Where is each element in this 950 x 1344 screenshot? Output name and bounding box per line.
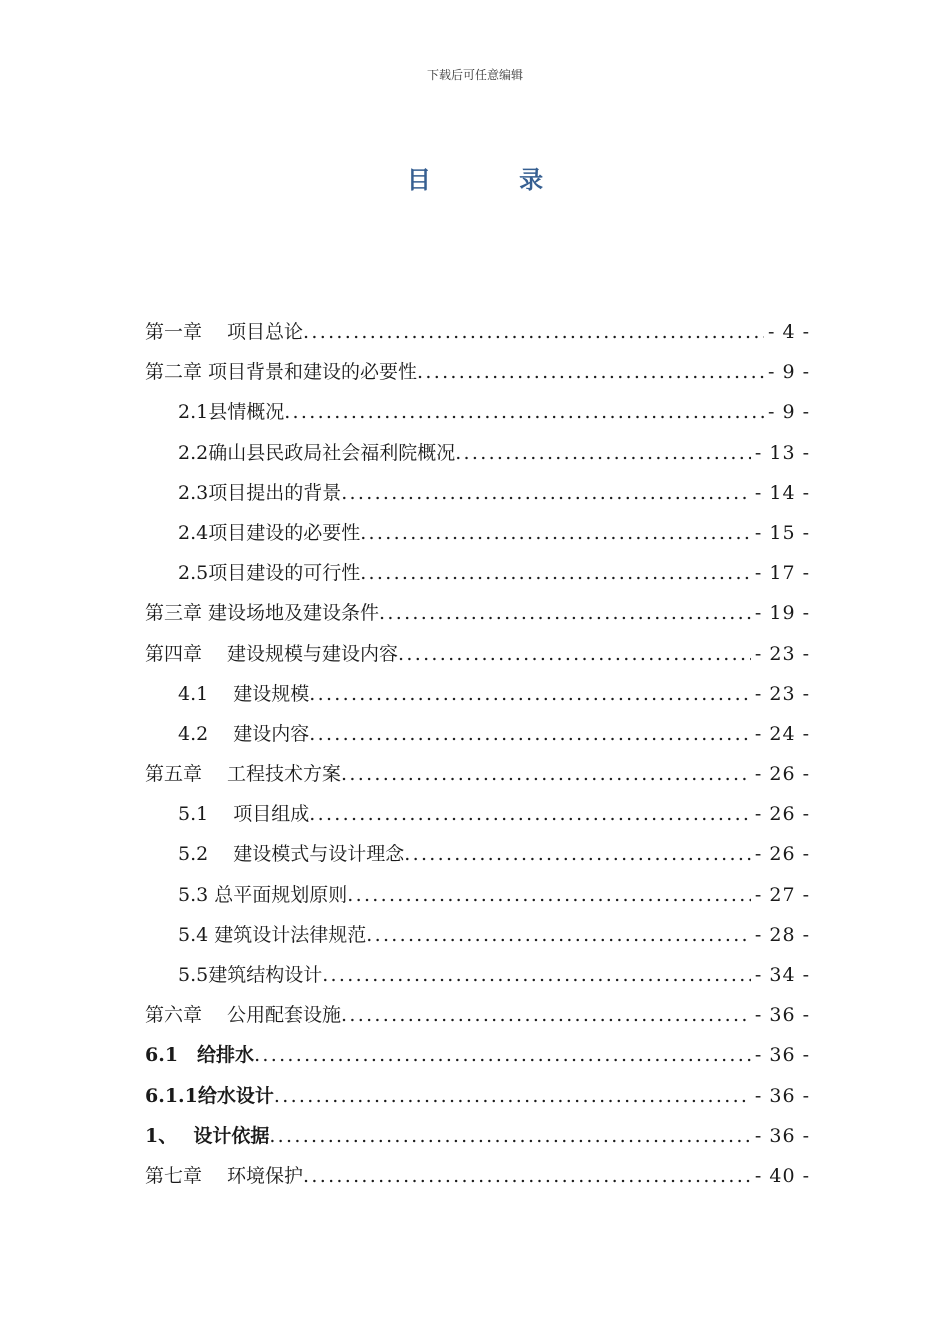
- toc-dot-leader: [303, 312, 764, 352]
- toc-entry-label: 5.2 建设模式与设计理念: [178, 843, 405, 866]
- toc-entry-page: - 36 -: [754, 1124, 810, 1147]
- toc-dot-leader: [309, 794, 751, 834]
- toc-dot-leader: [254, 1035, 751, 1075]
- toc-entry-label: 2.2确山县民政局社会福利院概况: [178, 441, 456, 464]
- toc-entry[interactable]: [145, 634, 810, 674]
- toc-dot-leader: [404, 834, 751, 874]
- toc-entry[interactable]: [145, 1076, 810, 1116]
- toc-entry-page: - 28 -: [754, 923, 810, 946]
- toc-dot-leader: [341, 473, 751, 513]
- toc-dot-leader: [322, 955, 751, 995]
- toc-dot-leader: [360, 553, 751, 593]
- toc-entry[interactable]: [145, 553, 810, 593]
- toc-entry-label: 5.1 项目组成: [178, 803, 310, 826]
- toc-entry[interactable]: [145, 674, 810, 714]
- toc-entry-label: 第三章 建设场地及建设条件: [145, 602, 380, 625]
- toc-entry-page: - 26 -: [754, 843, 810, 866]
- toc-entry[interactable]: [145, 1116, 810, 1156]
- toc-dot-leader: [284, 392, 764, 432]
- toc-entry-page: - 34 -: [754, 964, 810, 986]
- toc-entry-page: - 13 -: [754, 441, 810, 464]
- toc-entry[interactable]: [145, 995, 810, 1035]
- toc-entry-label: 1、 设计依据: [145, 1124, 270, 1147]
- toc-entry[interactable]: [145, 955, 810, 995]
- toc-entry-label: 2.4项目建设的必要性: [178, 521, 361, 544]
- toc-entry[interactable]: [145, 1035, 810, 1075]
- toc-entry-page: - 9 -: [767, 401, 810, 424]
- toc-entry-page: - 26 -: [754, 763, 810, 786]
- toc-entry[interactable]: [145, 312, 810, 352]
- toc-dot-leader: [455, 433, 751, 473]
- toc-entry[interactable]: [145, 794, 810, 834]
- toc-entry[interactable]: [145, 352, 810, 392]
- toc-entry-label: 第五章 工程技术方案: [145, 763, 342, 786]
- toc-entry[interactable]: [145, 392, 810, 432]
- document-title: 目 录: [406, 165, 584, 194]
- toc-entry[interactable]: [145, 593, 810, 633]
- toc-entry-page: - 4 -: [767, 321, 810, 343]
- toc-entry-label: 6.1.1给水设计: [145, 1084, 274, 1107]
- toc-entry-page: - 26 -: [754, 803, 810, 826]
- toc-dot-leader: [274, 1076, 751, 1116]
- toc-entry-page: - 23 -: [754, 642, 810, 665]
- toc-entry-label: 第一章 项目总论: [145, 321, 304, 343]
- toc-entry[interactable]: [145, 915, 810, 955]
- toc-entry-label: 5.3 总平面规划原则: [178, 883, 348, 906]
- toc-dot-leader: [309, 714, 751, 754]
- toc-entry-page: - 15 -: [754, 521, 810, 544]
- toc-entry-label: 2.1县情概况: [178, 401, 285, 424]
- toc-entry-page: - 9 -: [767, 361, 810, 384]
- toc-entry-label: 第六章 公用配套设施: [145, 1004, 342, 1027]
- toc-entry-page: - 14 -: [754, 481, 810, 504]
- toc-dot-leader: [417, 352, 764, 392]
- toc-entry[interactable]: [145, 875, 810, 915]
- page-header-note: 下载后可任意编辑: [426, 68, 523, 82]
- toc-entry-page: - 36 -: [754, 1084, 810, 1107]
- toc-entry-label: 第七章 环境保护: [145, 1164, 304, 1187]
- toc-entry[interactable]: [145, 513, 810, 553]
- toc-dot-leader: [341, 995, 751, 1035]
- toc-entry-label: 4.1 建设规模: [178, 682, 310, 705]
- toc-entry-page: - 36 -: [754, 1044, 810, 1067]
- toc-dot-leader: [379, 593, 751, 633]
- toc-dot-leader: [309, 674, 751, 714]
- toc-dot-leader: [398, 634, 751, 674]
- toc-dot-leader: [366, 915, 751, 955]
- toc-entry-page: - 36 -: [754, 1004, 810, 1027]
- toc-entry-label: 6.1 给排水: [145, 1044, 255, 1067]
- toc-dot-leader: [269, 1116, 751, 1156]
- toc-entry-page: - 23 -: [754, 682, 810, 705]
- toc-dot-leader: [347, 875, 751, 915]
- toc-entry-label: 2.5项目建设的可行性: [178, 562, 361, 585]
- toc-entry-page: - 40 -: [754, 1164, 810, 1187]
- table-of-contents: [145, 312, 810, 1196]
- toc-entry-label: 第二章 项目背景和建设的必要性: [145, 361, 418, 384]
- toc-entry[interactable]: [145, 834, 810, 874]
- toc-entry[interactable]: [145, 714, 810, 754]
- toc-entry-label: 5.5建筑结构设计: [178, 964, 323, 986]
- toc-entry-page: - 27 -: [754, 883, 810, 906]
- toc-dot-leader: [341, 754, 751, 794]
- toc-entry-page: - 19 -: [754, 602, 810, 625]
- toc-entry[interactable]: [145, 1156, 810, 1196]
- toc-entry-label: 2.3项目提出的背景: [178, 481, 342, 504]
- toc-entry-label: 第四章 建设规模与建设内容: [145, 642, 399, 665]
- toc-entry-label: 5.4 建筑设计法律规范: [178, 923, 367, 946]
- toc-entry[interactable]: [145, 473, 810, 513]
- toc-entry-page: - 17 -: [754, 562, 810, 585]
- toc-dot-leader: [360, 513, 751, 553]
- toc-entry[interactable]: [145, 433, 810, 473]
- toc-dot-leader: [303, 1156, 751, 1196]
- toc-entry-label: 4.2 建设内容: [178, 722, 310, 745]
- toc-entry-page: - 24 -: [754, 722, 810, 745]
- toc-entry[interactable]: [145, 754, 810, 794]
